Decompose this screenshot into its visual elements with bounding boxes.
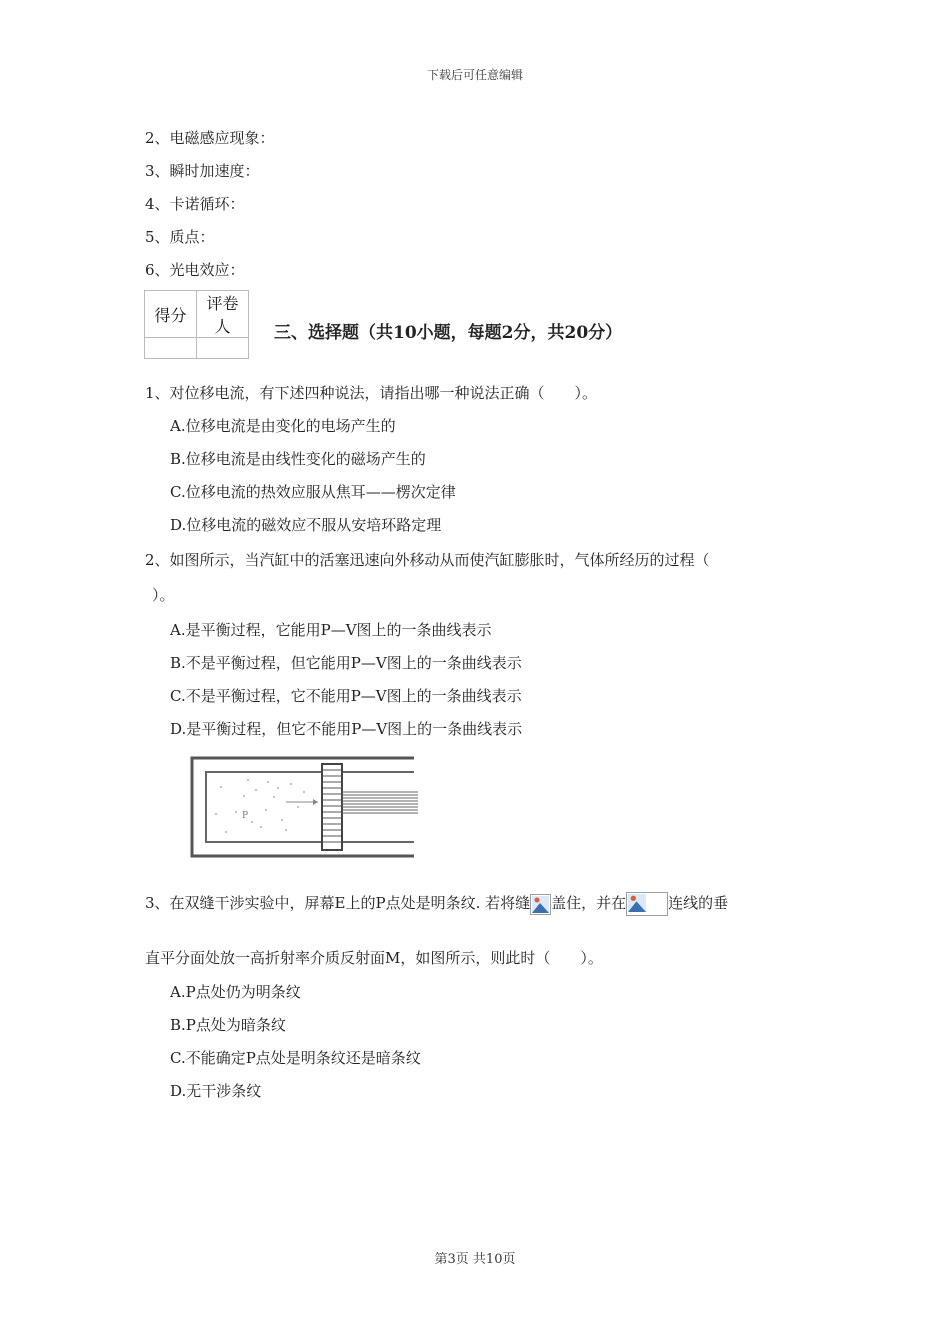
question-1-stem: 1、对位移电流，有下述四种说法，请指出哪一种说法正确（ ）。 (145, 384, 598, 402)
question-2-option-b: B.不是平衡过程，但它能用P—V图上的一条曲线表示 (170, 654, 522, 672)
definition-item: 3、瞬时加速度： (145, 162, 260, 180)
score-cell (145, 338, 197, 359)
grader-cell (197, 338, 249, 359)
definition-item: 6、光电效应： (145, 261, 245, 279)
page-footer: 第3页 共10页 (434, 1252, 516, 1267)
definition-item: 5、质点： (145, 228, 215, 246)
question-3-option-a: A.P点处仍为明条纹 (170, 983, 301, 1001)
section-title: 三、选择题（共10小题，每题2分，共20分） (274, 323, 623, 343)
question-1-option-a: A.位移电流是由变化的电场产生的 (170, 417, 396, 435)
slits-image-icon (626, 892, 668, 916)
question-3-stem-line2: 直平分面处放一高折射率介质反射面M，如图所示，则此时（ ）。 (145, 949, 603, 967)
figure-label-p: P (242, 811, 249, 821)
question-3-stem-part2: 盖住，并在 (551, 894, 627, 912)
question-1-option-b: B.位移电流是由线性变化的磁场产生的 (170, 450, 426, 468)
page-header: 下载后可任意编辑 (426, 68, 523, 82)
question-3-stem-part1: 3、在双缝干涉实验中，屏幕E上的P点处是明条纹. 若将缝 (145, 894, 531, 912)
question-2-stem: 2、如图所示，当汽缸中的活塞迅速向外移动从而使汽缸膨胀时，气体所经历的过程（ (145, 551, 710, 569)
question-3-stem-part3: 连线的垂 (668, 894, 729, 912)
definition-item: 4、卡诺循环： (145, 195, 245, 213)
grader-header: 评卷人 (197, 291, 249, 338)
question-1-option-d: D.位移电流的磁效应不服从安培环路定理 (170, 516, 442, 534)
score-table (144, 290, 249, 359)
question-3-option-d: D.无干涉条纹 (170, 1082, 262, 1100)
cylinder-piston-figure (186, 752, 422, 864)
question-2-option-a: A.是平衡过程，它能用P—V图上的一条曲线表示 (170, 621, 492, 639)
definition-item: 2、电磁感应现象： (145, 129, 275, 147)
question-2-option-c: C.不是平衡过程，它不能用P—V图上的一条曲线表示 (170, 687, 522, 705)
slit-image-icon (530, 894, 551, 915)
question-3-option-c: C.不能确定P点处是明条纹还是暗条纹 (170, 1049, 421, 1067)
question-2-stem-end: ）。 (152, 586, 175, 604)
question-3-option-b: B.P点处为暗条纹 (170, 1016, 286, 1034)
score-header: 得分 (145, 291, 197, 338)
question-1-option-c: C.位移电流的热效应服从焦耳——楞次定律 (170, 483, 456, 501)
question-2-option-d: D.是平衡过程，但它不能用P—V图上的一条曲线表示 (170, 720, 523, 738)
question-3-stem (145, 892, 728, 916)
